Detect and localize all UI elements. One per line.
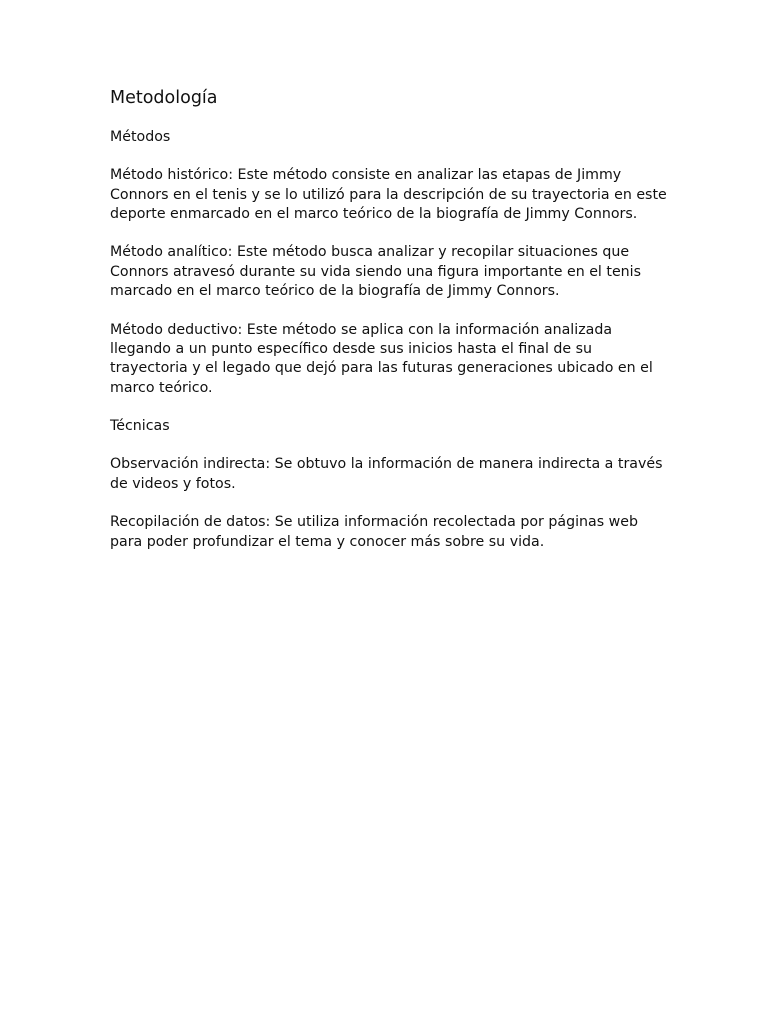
section-heading-metodos: Métodos xyxy=(110,129,171,145)
paragraph-recopilacion-datos: Recopilación de datos: Se utiliza información recolectada por páginas web para poder profundizar el tema y conocer más sobre su vida. xyxy=(110,514,638,550)
paragraph-metodo-analitico: Método analítico: Este método busca analizar y recopilar situaciones que Connors atravesó durante su vida siendo una figura importante en el tenis marcado en el marco teórico de la biografía de Jimmy Connors. xyxy=(110,244,641,300)
paragraph-observacion-indirecta: Observación indirecta: Se obtuvo la información de manera indirecta a través de videos y fotos. xyxy=(110,456,663,492)
section-heading-tecnicas: Técnicas xyxy=(110,418,170,435)
paragraph-metodo-deductivo: Método deductivo: Este método se aplica con la información analizada llegando a un punto específico desde sus inicios hasta el final de su trayectoria y el legado que dejó para las futuras generaciones ubicado en el marco teórico. xyxy=(110,321,653,396)
document-body xyxy=(110,86,670,571)
paragraph-metodo-historico: Método histórico: Este método consiste en analizar las etapas de Jimmy Connors en el tenis y se lo utilizó para la descripción de su trayectoria en este deporte enmarcado en el marco teórico de la biografía de Jimmy Connors. xyxy=(110,167,667,222)
document-title: Metodología xyxy=(110,88,218,108)
